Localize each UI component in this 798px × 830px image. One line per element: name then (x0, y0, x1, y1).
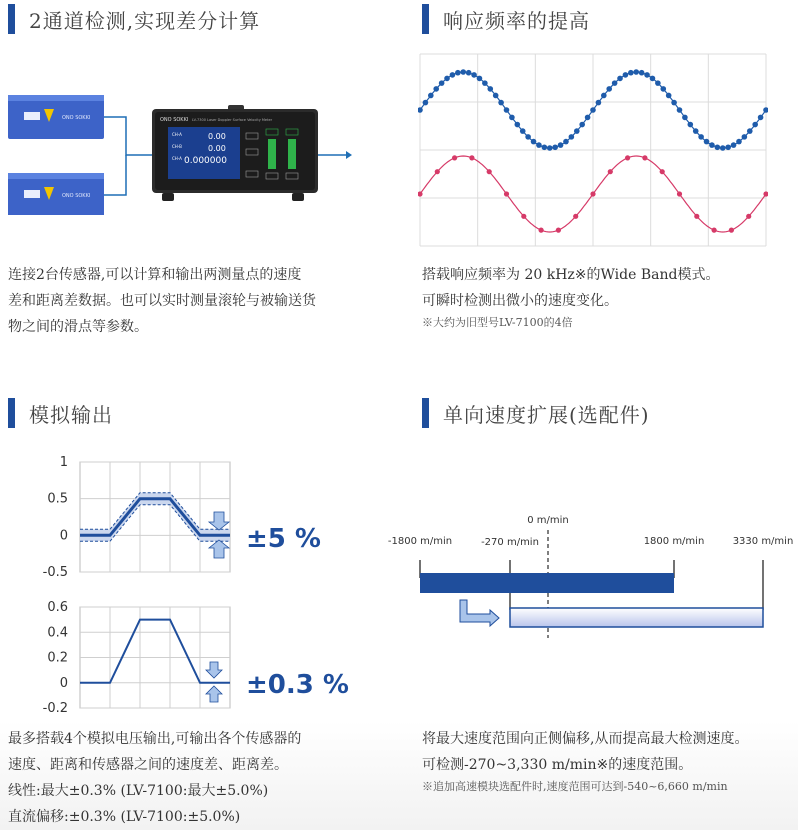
wave-blue-point (569, 134, 575, 140)
wave-blue-point (623, 72, 629, 78)
wave-blue-point (433, 86, 439, 92)
wave-blue-point (498, 100, 504, 106)
wave-pink-point (729, 228, 734, 233)
wave-blue-point (450, 72, 456, 78)
sensor-b (8, 173, 104, 215)
controller-unit (152, 105, 318, 201)
wave-blue-point (660, 86, 666, 92)
wave-blue-point (698, 134, 704, 140)
wave-blue-point (747, 128, 753, 134)
wave-blue-point (542, 144, 548, 150)
wave-blue-point (677, 107, 683, 113)
wave-blue-point (693, 128, 699, 134)
wave-blue-point (704, 139, 710, 145)
y-tick-label: -0.5 (42, 565, 68, 580)
svg-text:CH-A: CH-A (172, 132, 182, 137)
wave-blue-point (617, 76, 623, 82)
wave-blue-point (471, 72, 477, 78)
wave-blue-point (639, 70, 645, 76)
wave-blue-point (423, 100, 429, 106)
svg-text:0.00: 0.00 (208, 132, 226, 141)
wave-blue-point (606, 86, 612, 92)
wave-pink-point (487, 169, 492, 174)
wave-pink-point (469, 155, 474, 160)
section-title-analog (8, 398, 113, 428)
wave-blue-point (682, 115, 688, 121)
wave-pink-point (452, 155, 457, 160)
wave-blue-point (725, 144, 731, 150)
wave-blue-point (720, 145, 726, 151)
wave-blue-point (552, 144, 558, 150)
tolerance-label-1: ±5 % (246, 524, 321, 554)
wave-pink-point (573, 214, 578, 219)
wave-blue-point (455, 70, 461, 76)
title-accent-bar (8, 398, 15, 428)
desc-line: 最多搭载4个模拟电压输出,可输出各个传感器的 (8, 731, 302, 747)
svg-text:0.000000: 0.000000 (184, 156, 227, 166)
wave-blue-point (752, 122, 758, 128)
wave-blue-point (758, 115, 764, 121)
desc-line: 将最大速度范围向正侧偏移,从而提高最大检测速度。 (422, 731, 749, 747)
wave-pink-point (694, 214, 699, 219)
analog-chart-2 (43, 600, 230, 716)
wave-pink-point (435, 169, 440, 174)
tolerance-label-2: ±0.3 % (246, 670, 349, 700)
speed-range-diagram (380, 500, 798, 650)
title-accent-bar (8, 4, 15, 34)
svg-text:ONO SOKKI: ONO SOKKI (62, 193, 91, 199)
desc-line: 搭载响应频率为 20 kHz※的Wide Band模式。 (422, 267, 720, 283)
desc-line: 可瞬时检测出微小的速度变化。 (422, 293, 618, 309)
section-title-response (422, 4, 590, 34)
label-pos3330: 3330 m/min (732, 536, 794, 547)
wave-blue-point (547, 145, 553, 151)
label-zero: 0 m/min (527, 515, 569, 526)
wave-pink-point (539, 228, 544, 233)
wave-blue-point (509, 115, 515, 121)
wave-blue-point (715, 144, 721, 150)
wave-blue-point (628, 70, 634, 76)
section-title-text: 2通道检测,实现差分计算 (29, 8, 261, 33)
section-title-two-channel (8, 4, 260, 34)
y-tick-label: 0.4 (47, 625, 68, 641)
svg-text:CH-A: CH-A (172, 156, 182, 161)
label-neg1800: -1800 m/min (387, 536, 453, 547)
y-tick-label: 0.2 (47, 650, 68, 666)
title-accent-bar (422, 4, 429, 34)
wave-blue-point (731, 142, 737, 148)
standard-range-bar (420, 573, 674, 593)
section-title-text: 模拟输出 (29, 402, 113, 427)
section-title-text: 响应频率的提高 (443, 8, 590, 33)
svg-text:CH-B: CH-B (172, 144, 182, 149)
wave-pink-point (746, 214, 751, 219)
wave-pink-point (504, 191, 509, 196)
y-tick-label: 0.6 (47, 600, 68, 615)
wave-blue-point (579, 122, 585, 128)
wave-blue-point (585, 115, 591, 121)
wave-pink-point (642, 155, 647, 160)
y-tick-label: 0.5 (47, 491, 68, 507)
title-accent-bar (422, 398, 429, 428)
svg-text:LV-7300 Laser Doppler Surfac: LV-7300 Laser Doppler Surface Velocity Meter (192, 118, 273, 122)
sensor-a (8, 95, 104, 139)
wave-pink-point (521, 214, 526, 219)
output-arrow-icon (346, 151, 352, 159)
two-channel-diagram (0, 85, 370, 215)
wave-blue-point (466, 70, 472, 76)
desc-line: 速度、距离和传感器之间的速度差、距离差。 (8, 757, 288, 773)
wave-blue-point (558, 142, 564, 148)
wave-blue-point (515, 122, 521, 128)
wave-blue-point (439, 80, 445, 86)
wave-blue-point (688, 122, 694, 128)
wave-blue-point (493, 93, 499, 99)
wave-blue-point (601, 93, 607, 99)
wave-blue-point (536, 142, 542, 148)
analog-chart-1 (43, 455, 230, 580)
wave-pink-point (608, 169, 613, 174)
section-title-range (422, 398, 650, 428)
wave-blue-point (655, 80, 661, 86)
wave-pink-point (677, 191, 682, 196)
wave-pink-point (660, 169, 665, 174)
wave-blue-point (504, 107, 510, 113)
wave-blue-point (477, 76, 483, 82)
response-description (422, 262, 719, 332)
wave-pink-point (712, 228, 717, 233)
wave-blue-point (428, 93, 434, 99)
y-tick-label: -0.2 (42, 701, 68, 716)
section-title-text: 单向速度扩展(选配件) (443, 402, 650, 427)
range-description (422, 726, 748, 796)
y-tick-label: 0 (59, 528, 68, 544)
wave-blue-point (590, 107, 596, 113)
footnote: ※追加高速模块选配件时,速度范围可达到-540~6,660 m/min (422, 780, 728, 793)
wave-blue-point (487, 86, 493, 92)
wave-pink-point (556, 228, 561, 233)
desc-line: 线性:最大±0.3% (LV-7100:最大±5.0%) (8, 783, 269, 799)
desc-line: 可检测-270~3,330 m/min※的速度范围。 (422, 757, 693, 773)
wave-blue-point (482, 80, 488, 86)
wave-blue-point (460, 69, 466, 75)
desc-line: 物之间的滑点等参数。 (8, 319, 148, 335)
y-tick-label: 0 (59, 675, 68, 691)
wave-blue-point (525, 134, 531, 140)
two-channel-description (8, 262, 316, 340)
wave-blue-point (671, 100, 677, 106)
response-wave-chart (418, 50, 768, 250)
wave-blue-point (742, 134, 748, 140)
wave-blue-point (574, 128, 580, 134)
svg-text:0.00: 0.00 (208, 144, 226, 153)
label-pos1800: 1800 m/min (643, 536, 705, 547)
wave-blue-point (596, 100, 602, 106)
desc-line: 直流偏移:±0.3% (LV-7100:±5.0%) (8, 809, 241, 825)
wave-blue-point (644, 72, 650, 78)
wave-blue-point (633, 69, 639, 75)
wave-blue-point (709, 142, 715, 148)
analog-description (8, 726, 301, 830)
wave-blue-point (563, 139, 569, 145)
label-neg270: -270 m/min (481, 537, 539, 548)
extended-range-bar (510, 608, 763, 627)
desc-line: 差和距离差数据。也可以实时测量滚轮与被输送货 (8, 293, 316, 309)
wave-blue-point (444, 76, 450, 82)
y-tick-label: 1 (59, 455, 68, 470)
wave-blue-point (520, 128, 526, 134)
analog-charts (0, 450, 250, 720)
svg-text:ONO SOKKI: ONO SOKKI (62, 115, 91, 121)
shift-arrow-icon (460, 600, 499, 626)
wave-blue-point (666, 93, 672, 99)
desc-line: 连接2台传感器,可以计算和输出两测量点的速度 (8, 267, 302, 283)
wave-pink-point (590, 191, 595, 196)
wave-grid (420, 54, 766, 246)
wave-blue-point (736, 139, 742, 145)
svg-text:ONO SOKKI: ONO SOKKI (160, 117, 189, 123)
wave-blue-point (650, 76, 656, 82)
wave-blue-point (531, 139, 537, 145)
wave-pink-point (625, 155, 630, 160)
wave-blue-point (612, 80, 618, 86)
footnote: ※大约为旧型号LV-7100的4倍 (422, 316, 573, 329)
